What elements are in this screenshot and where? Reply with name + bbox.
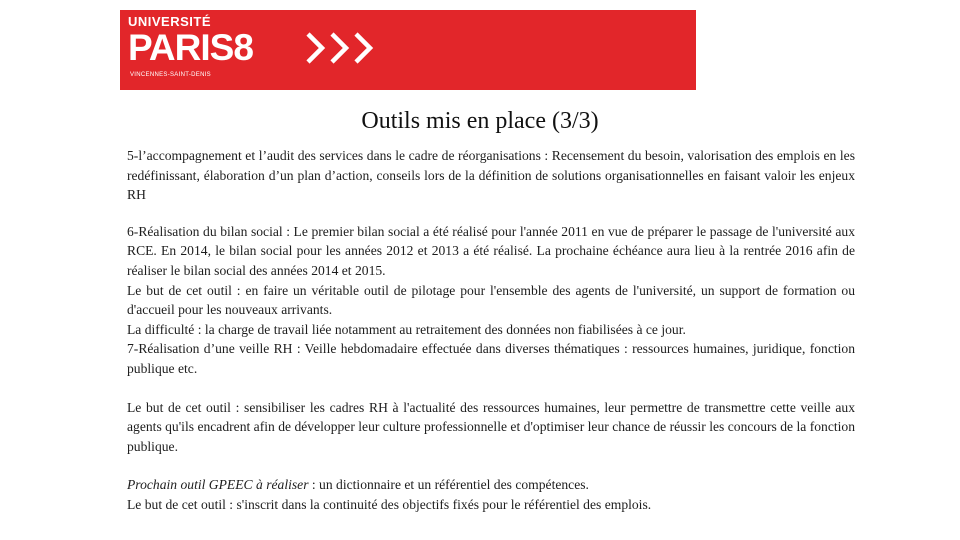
header-banner [120,10,696,90]
chevrons-icon [305,30,380,66]
logo-line-3: VINCENNES-SAINT-DENIS [130,72,211,78]
paragraph-next-tool [127,475,855,495]
paragraph-7-goal: Le but de cet outil : sensibiliser les cadres RH à l'actualité des ressources humaines, leur permettre de transmettre cette veille aux agents qu'ils encadrent afin de développer leur culture professionnelle et d'optimiser leur chance de réussir les concours de la fonction publique. [127,399,855,454]
paragraph-6-difficulty: La difficulté : la charge de travail liée notamment au retraitement des données non fiabilisées à ce jour. [127,321,686,337]
logo-line-1: UNIVERSITÉ [128,14,212,29]
logo-line-2: PARIS8 [128,27,253,68]
university-logo [128,14,253,86]
paragraph-6-goal: Le but de cet outil : en faire un véritable outil de pilotage pour l'ensemble des agents de l'université, un support de formation ou d'accueil pour les nouveaux arrivants. [127,282,855,318]
paragraph-5: 5-l’accompagnement et l’audit des services dans le cadre de réorganisations : Recensement du besoin, valorisation des emplois en les redéfinissant, élaboration d’un plan d’action, conseils lors de la définition de solutions organisationnelles en faisant valoir les enjeux RH [127,148,855,203]
paragraph-next-goal: Le but de cet outil : s'inscrit dans la continuité des objectifs fixés pour le référentiel des emplois. [127,496,652,512]
next-tool-text: : un dictionnaire et un référentiel des compétences. [308,477,589,493]
page-title: Outils mis en place (3/3) [361,108,599,134]
body-text [127,146,855,515]
paragraph-7: 7-Réalisation d’une veille RH : Veille hebdomadaire effectuée dans diverses thématiques : ressources humaines, juridique, fonction publique etc. [127,341,855,376]
next-tool-label: Prochain outil GPEEC à réaliser [127,477,309,493]
paragraph-6: 6-Réalisation du bilan social : Le premier bilan social a été réalisé pour l'année 2011 en vue de préparer le passage de l'université aux RCE. En 2014, le bilan social pour les années 2012 et 2013 a été réalisé. La prochaine échéance aura lieu à la rentrée 2016 afin de réaliser le bilan social des années 2014 et 2015. [127,223,855,278]
